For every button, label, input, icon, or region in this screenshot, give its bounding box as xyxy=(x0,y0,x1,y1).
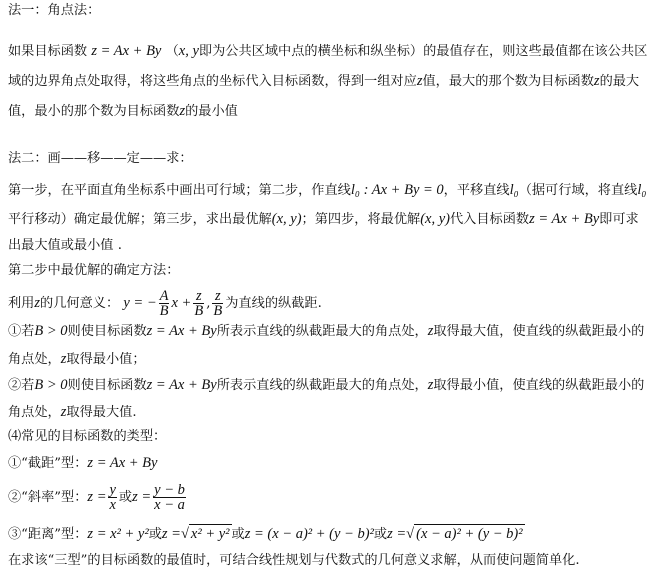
paragraph-line xyxy=(8,288,632,319)
math-expression: B > 0 xyxy=(34,323,68,339)
text: 或 xyxy=(118,490,133,505)
text: 角点处， xyxy=(8,352,61,367)
text: 为直线的纵截距. xyxy=(225,296,322,311)
section-title: ⑷常见的目标函数的类型： xyxy=(8,429,167,444)
math-expression: x, y xyxy=(178,43,199,59)
text: 的最小值 xyxy=(185,104,238,119)
paragraph-line xyxy=(8,181,647,200)
text: ①“截距”型： xyxy=(8,456,88,471)
math-expression: y = − xyxy=(123,295,157,311)
denominator: x xyxy=(109,497,116,513)
math-expression: l₀ xyxy=(637,182,647,198)
closing-paragraph: 在求该“三型”的目标函数的最值时，可结合线性规划与代数式的几何意义求解，从而使问题简单化. xyxy=(8,553,580,568)
text: ①若 xyxy=(8,324,35,339)
text: 域的边界角点处取得，将这些角点的坐标代入目标函数，得到一组对应 xyxy=(8,74,417,89)
math-expression: (x, y) xyxy=(420,211,450,227)
text: 值，最小的那个数为目标函数 xyxy=(8,104,180,119)
text: （据可行域，将直线 xyxy=(518,183,638,198)
text: 如果目标函数 xyxy=(8,44,88,59)
denominator: B xyxy=(213,303,223,319)
text: 的最大 xyxy=(599,74,640,89)
math-expression: z xyxy=(427,377,434,393)
denominator: x − a xyxy=(154,497,185,513)
math-expression: z = xyxy=(87,489,107,505)
numerator: z xyxy=(193,289,204,304)
text: 即为公共区域中点的横坐标和纵坐标）的最值存在，则这些最值都在该公共区 xyxy=(198,44,647,59)
math-expression: z xyxy=(60,404,67,420)
paragraph-line xyxy=(8,72,640,91)
text: 取得最小值； xyxy=(66,352,146,367)
numerator: y − b xyxy=(154,482,185,498)
numerator: y xyxy=(109,482,116,498)
text: 则使目标函数 xyxy=(67,324,147,339)
paragraph-line xyxy=(8,403,632,422)
sqrt-sign: √ xyxy=(406,526,415,542)
text: 值，最大的那个数为目标函数 xyxy=(422,74,594,89)
math-expression: z = Ax + By xyxy=(146,323,217,339)
math-expression: z = Ax + By xyxy=(91,43,162,59)
math-expression: z xyxy=(34,295,41,311)
math-expression: z = Ax + By xyxy=(529,211,600,227)
method-1-title: 法一：角点法： xyxy=(8,3,101,18)
paragraph-line xyxy=(8,376,645,395)
text: 取得最大值，使直线的纵截距最小的 xyxy=(433,324,645,339)
type-1-line xyxy=(8,454,632,473)
fraction xyxy=(193,289,204,318)
math-expression: z = Ax + By xyxy=(87,455,158,471)
text: 取得最小值，使直线的纵截距最小的 xyxy=(433,378,645,393)
sqrt-sign: √ xyxy=(180,526,189,542)
text: ，平移直线 xyxy=(443,183,510,198)
text: 角点处， xyxy=(8,405,61,420)
text: 或 xyxy=(148,527,162,542)
math-expression: z = (x − a)² + (y − b)² xyxy=(244,526,374,542)
fraction xyxy=(153,483,186,512)
math-expression: z = xyxy=(161,526,181,542)
numerator: A xyxy=(159,288,169,304)
math-expression: z xyxy=(416,73,423,89)
text: 代入目标函数 xyxy=(450,212,530,227)
math-expression: l₀ : Ax + By = 0 xyxy=(350,182,444,198)
math-expression: B > 0 xyxy=(34,377,68,393)
math-expression: z = xyxy=(132,489,152,505)
math-expression: z = Ax + By xyxy=(146,377,217,393)
math-expression: x + xyxy=(171,295,192,311)
type-2-line xyxy=(8,480,632,515)
text: 所表示直线的纵截距最大的角点处， xyxy=(216,324,428,339)
math-expression: z xyxy=(60,351,67,367)
text: 即可求 xyxy=(599,212,639,227)
math-expression: z xyxy=(427,323,434,339)
text: 利用 xyxy=(8,296,35,311)
fraction xyxy=(108,483,116,512)
paragraph-line xyxy=(8,350,632,369)
text: 则使目标函数 xyxy=(67,378,147,393)
math-expression: z xyxy=(593,73,600,89)
paragraph-line xyxy=(8,210,639,229)
text: 或 xyxy=(231,527,245,542)
text: ②“斜率”型： xyxy=(8,490,88,505)
denominator: B xyxy=(194,303,204,319)
denominator: B xyxy=(159,303,169,319)
text: 取得最大值. xyxy=(66,405,137,420)
math-expression: (x − a)² + (y − b)² xyxy=(416,526,523,542)
paragraph-line xyxy=(8,42,647,61)
section-title: 第二步中最优解的确定方法： xyxy=(8,263,180,278)
text: ③“距离”型： xyxy=(8,527,88,542)
paragraph-line: 出最大值或最小值 . xyxy=(8,238,122,253)
method-2-title: 法二：画——移——定——求： xyxy=(8,151,193,166)
math-expression: z xyxy=(179,103,186,119)
text: ②若 xyxy=(8,378,35,393)
fraction xyxy=(159,289,170,318)
math-expression: x² + y² xyxy=(190,526,230,542)
text: 第一步，在平面直角坐标系中画出可行域；第二步，作直线 xyxy=(8,183,351,198)
math-expression: l₀ xyxy=(509,182,519,198)
paragraph-line xyxy=(8,102,632,121)
text: 平行移动）确定最优解；第三步，求出最优解 xyxy=(8,212,272,227)
text: 所表示直线的纵截距最大的角点处， xyxy=(216,378,428,393)
math-expression: z = x² + y² xyxy=(87,526,149,542)
text: 或 xyxy=(373,527,388,542)
math-expression: (x, y) xyxy=(271,211,302,227)
math-expression: z = xyxy=(387,526,407,542)
text: 的几何意义： xyxy=(40,296,120,311)
fraction xyxy=(212,289,223,318)
type-3-line xyxy=(8,524,632,544)
text: （ xyxy=(165,44,179,59)
text: , xyxy=(206,296,211,311)
paragraph-line xyxy=(8,322,645,341)
numerator: z xyxy=(212,289,223,304)
text: ；第四步，将最优解 xyxy=(301,212,421,227)
